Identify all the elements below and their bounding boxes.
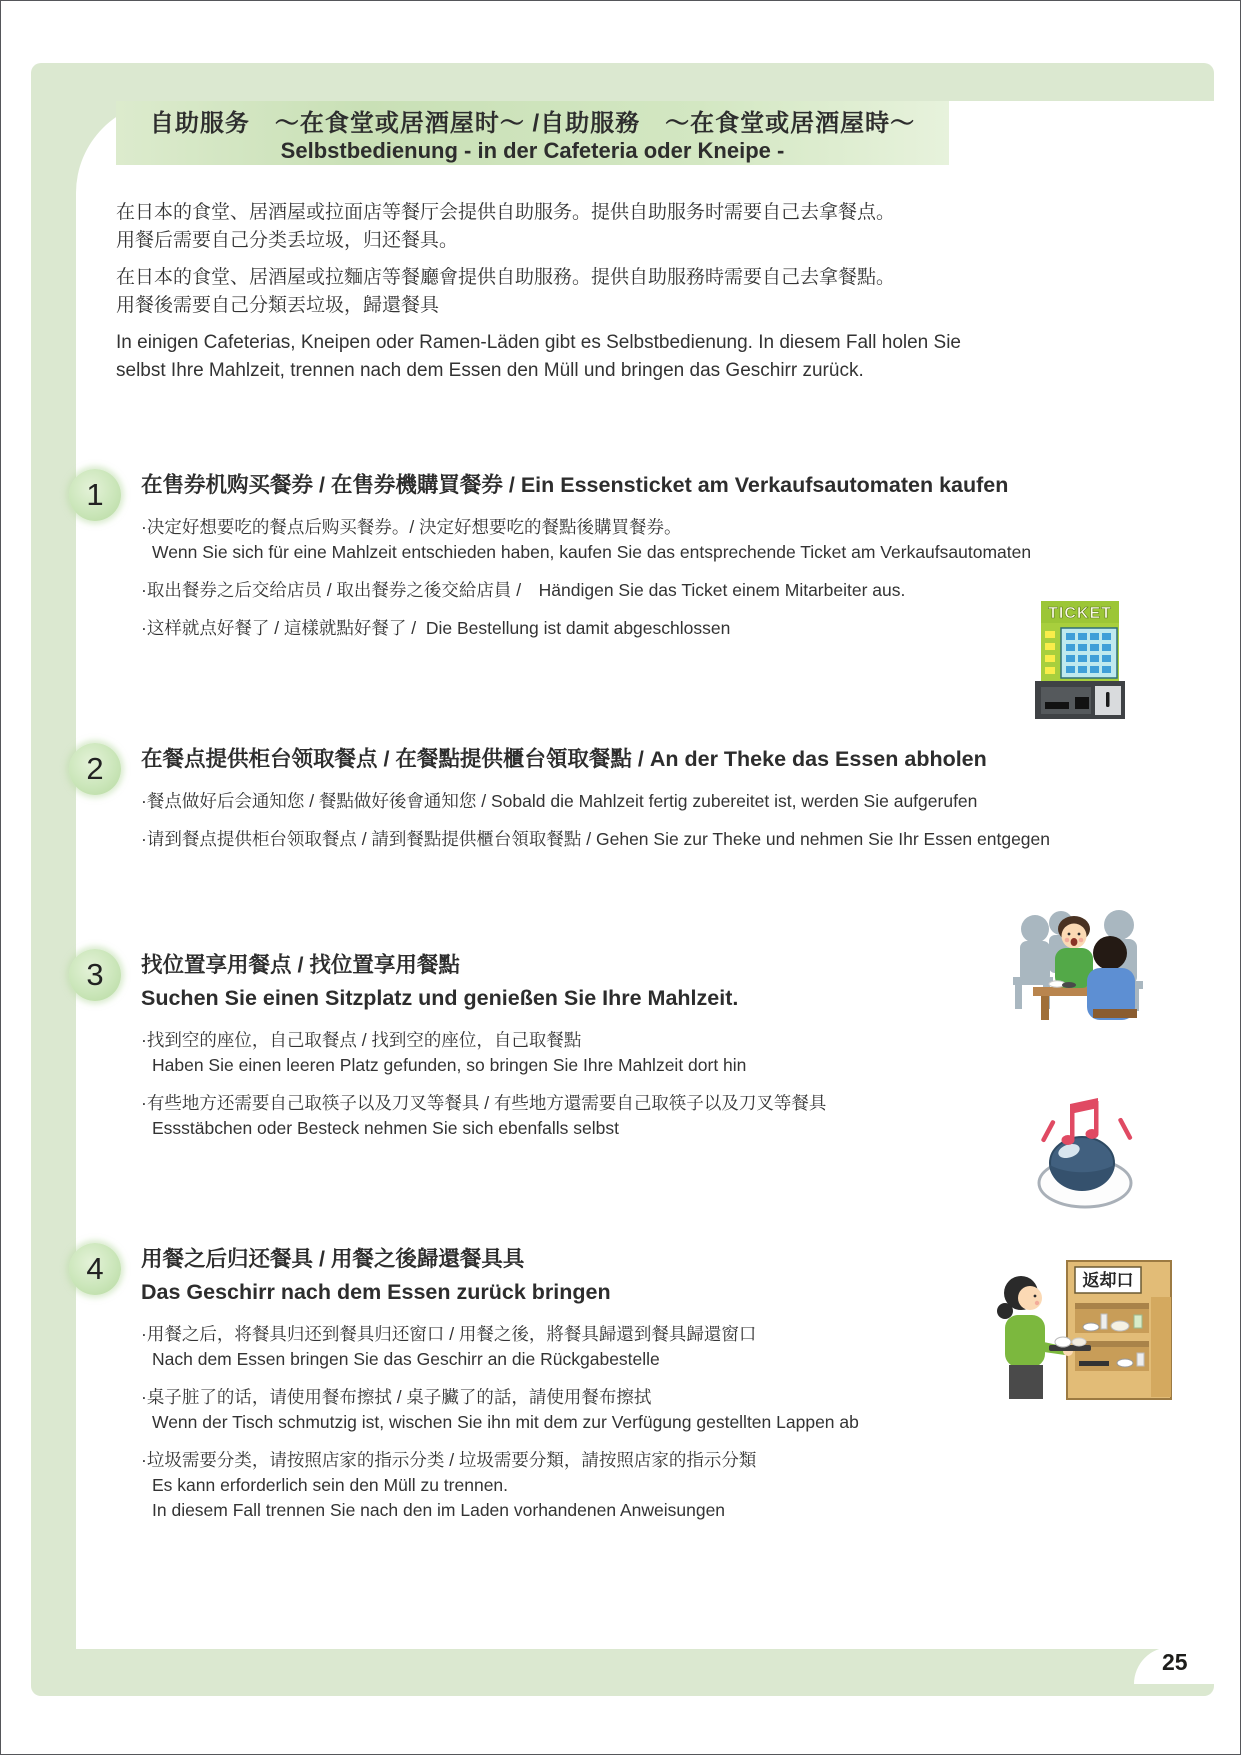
step-3-number-badge: 3 — [69, 949, 121, 1001]
bullet-item — [141, 578, 1149, 603]
step-4-number-badge: 4 — [69, 1243, 121, 1295]
text-line: 用餐后需要自己分类丢垃圾，归还餐具。 — [116, 230, 459, 251]
bullet-item — [141, 515, 1149, 565]
bullet-item — [141, 827, 1149, 852]
dish-return-sign-label: 返却口 — [1082, 1271, 1134, 1290]
bullet-line: Haben Sie einen leeren Platz gefunden, so bringen Sie Ihre Mahlzeit dort hin — [152, 1055, 747, 1075]
bullet-line: ·桌子脏了的话，请使用餐布擦拭 / 桌子臟了的話，請使用餐布擦拭 — [141, 1387, 652, 1407]
bullet-line: ·决定好想要吃的餐点后购买餐券。/ 決定好想要吃的餐點後購買餐券。 — [141, 517, 682, 537]
step-2-bullets — [141, 789, 1149, 852]
bullet-line: Essstäbchen oder Besteck nehmen Sie sich ebenfalls selbst — [152, 1118, 619, 1138]
intro-paragraph-de — [116, 329, 1126, 385]
step-1-title — [141, 469, 1149, 502]
bullet-item — [141, 1028, 1149, 1078]
bullet-line: In diesem Fall trennen Sie nach den im Laden vorhandenen Anweisungen — [152, 1500, 726, 1520]
text-line: In einigen Cafeterias, Kneipen oder Ramen-Läden gibt es Selbstbedienung. In diesem Fall holen Sie — [116, 332, 961, 353]
bullet-line: ·垃圾需要分类，请按照店家的指示分类 / 垃圾需要分類，請按照店家的指示分類 — [141, 1450, 757, 1470]
step-title-line: 在售券机购买餐券 / 在售券機購買餐券 / Ein Essensticket am Verkaufsautomaten kaufen — [141, 473, 1009, 497]
call-bell-icon — [1019, 1083, 1157, 1218]
text-line: 用餐後需要自己分類丟垃圾，歸還餐具 — [116, 295, 440, 316]
step-2-number-badge: 2 — [69, 743, 121, 795]
bullet-line: Wenn Sie sich für eine Mahlzeit entschieden haben, kaufen Sie das entsprechende Ticket am Verkaufsautomaten — [152, 542, 1032, 562]
ticket-machine-icon — [1031, 601, 1129, 723]
step-title-line: Suchen Sie einen Sitzplatz und genießen Sie Ihre Mahlzeit. — [141, 986, 739, 1010]
step-title-line: 在餐点提供柜台领取餐点 / 在餐點提供櫃台領取餐點 / An der Theke das Essen abholen — [141, 747, 987, 771]
bullet-line: ·取出餐券之后交给店员 / 取出餐券之後交給店員 / Händigen Sie das Ticket einem Mitarbeiter aus. — [141, 580, 906, 600]
step-3-bullets — [141, 1028, 1149, 1141]
ticket-machine-label: TICKET — [1048, 605, 1112, 622]
step-2-title — [141, 743, 1149, 776]
step-title-line: Das Geschirr nach dem Essen zurück bringen — [141, 1280, 611, 1304]
step-3 — [69, 949, 1149, 1154]
bullet-line: Wenn der Tisch schmutzig ist, wischen Sie ihn mit dem zur Verfügung gestellten Lappen ab — [152, 1412, 859, 1432]
ticket-machine-illustration — [1031, 601, 1129, 728]
step-3-title — [141, 949, 1149, 1015]
page-number: 25 — [1162, 1649, 1188, 1675]
dish-return-icon — [987, 1257, 1177, 1403]
bullet-line: ·有些地方还需要自己取筷子以及刀叉等餐具 / 有些地方還需要自己取筷子以及刀叉等餐具 — [141, 1093, 827, 1113]
step-2-body — [69, 743, 1149, 852]
bullet-item — [141, 789, 1149, 814]
bullet-line: Nach dem Essen bringen Sie das Geschirr an die Rückgabestelle — [152, 1349, 660, 1369]
intro-paragraph-cn-simplified — [116, 199, 1126, 255]
step-2 — [69, 743, 1149, 865]
bullet-item — [141, 1448, 1149, 1523]
intro-paragraphs — [116, 199, 1126, 394]
step-1 — [69, 469, 1149, 654]
step-1-number-badge: 1 — [69, 469, 121, 521]
call-bell-illustration — [1019, 1083, 1157, 1223]
header-title-cjk: 自助服务 ～在食堂或居酒屋时～ /自助服務 ～在食堂或居酒屋時～ — [149, 109, 916, 137]
step-1-bullets — [141, 515, 1149, 641]
bullet-line: ·找到空的座位，自己取餐点 / 找到空的座位，自己取餐點 — [141, 1030, 582, 1050]
bullet-line: ·餐点做好后会通知您 / 餐點做好後會通知您 / Sobald die Mahlzeit fertig zubereitet ist, werden Sie aufgerufen — [141, 791, 978, 811]
text-line: selbst Ihre Mahlzeit, trennen nach dem Essen den Müll und bringen das Geschirr zurück. — [116, 360, 864, 381]
header-bar — [116, 101, 949, 165]
step-1-body — [69, 469, 1149, 641]
step-3-body — [69, 949, 1149, 1141]
step-title-line: 找位置享用餐点 / 找位置享用餐點 — [141, 953, 460, 977]
intro-paragraph-cn-traditional — [116, 264, 1126, 320]
bullet-line: Es kann erforderlich sein den Müll zu trennen. — [152, 1475, 509, 1495]
bullet-line: ·用餐之后，将餐具归还到餐具归还窗口 / 用餐之後，將餐具歸還到餐具歸還窗口 — [141, 1324, 757, 1344]
text-line: 在日本的食堂、居酒屋或拉麵店等餐廳會提供自助服務。提供自助服務時需要自己去拿餐點。 — [116, 267, 896, 288]
dish-return-illustration — [987, 1257, 1177, 1408]
header-title-de: Selbstbedienung - in der Cafeteria oder Kneipe - — [280, 137, 785, 163]
text-line: 在日本的食堂、居酒屋或拉面店等餐厅会提供自助服务。提供自助服务时需要自己去拿餐点。 — [116, 202, 896, 223]
bullet-line: ·这样就点好餐了 / 這樣就點好餐了 / Die Bestellung ist damit abgeschlossen — [141, 618, 731, 638]
bullet-item — [141, 616, 1149, 641]
bullet-line: ·请到餐点提供柜台领取餐点 / 請到餐點提供櫃台領取餐點 / Gehen Sie zur Theke und nehmen Sie Ihr Essen entgegen — [141, 829, 1051, 849]
step-title-line: 用餐之后归还餐具 / 用餐之後歸還餐具具 — [141, 1247, 525, 1271]
bullet-item — [141, 1091, 1149, 1141]
